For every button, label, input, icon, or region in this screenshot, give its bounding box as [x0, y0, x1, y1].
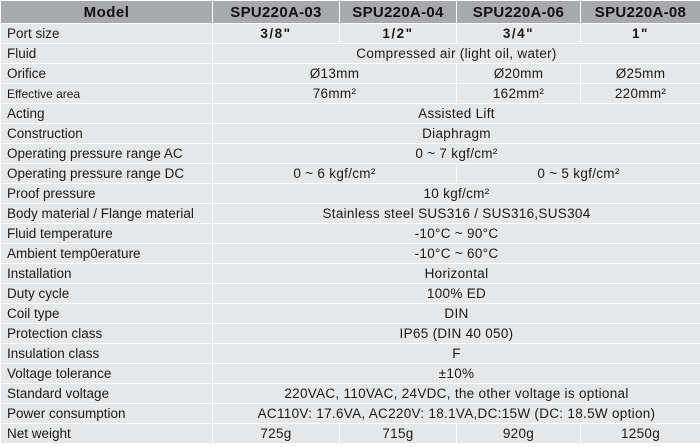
voltage-tolerance-value: ±10% — [213, 364, 700, 384]
row-coil-type — [1, 304, 700, 324]
proof-pressure-value: 10 kgf/cm² — [213, 184, 700, 204]
row-pressure-ac — [1, 144, 700, 164]
row-label: Installation — [1, 264, 213, 284]
row-protection-class — [1, 324, 700, 344]
model-column-header: SPU220A-03 — [213, 1, 340, 24]
coil-type-value: DIN — [213, 304, 700, 324]
fluid-value: Compressed air (light oil, water) — [213, 44, 700, 64]
row-net-weight — [1, 424, 700, 444]
orifice-value: Ø20mm — [457, 64, 581, 84]
row-label: Power consumption — [1, 404, 213, 424]
row-label: Duty cycle — [1, 284, 213, 304]
row-label: Port size — [1, 24, 213, 44]
installation-value: Horizontal — [213, 264, 700, 284]
row-label: Operating pressure range DC — [1, 164, 213, 184]
port-size-value: 3/4" — [457, 24, 581, 44]
row-effective-area — [1, 84, 700, 104]
model-header: Model — [1, 1, 213, 24]
row-proof-pressure — [1, 184, 700, 204]
standard-voltage-value: 220VAC, 110VAC, 24VDC, the other voltage is optional — [213, 384, 700, 404]
acting-value: Assisted Lift — [213, 104, 700, 124]
row-port-size — [1, 24, 700, 44]
pressure-dc-value: 0 ~ 6 kgf/cm² — [213, 164, 457, 184]
row-label: Protection class — [1, 324, 213, 344]
net-weight-value: 715g — [340, 424, 457, 444]
row-orifice — [1, 64, 700, 84]
row-ambient-temperature — [1, 244, 700, 264]
model-column-header: SPU220A-04 — [340, 1, 457, 24]
row-pressure-dc — [1, 164, 700, 184]
row-label: Orifice — [1, 64, 213, 84]
row-label: Ambient temp0erature — [1, 244, 213, 264]
effective-area-value: 220mm² — [581, 84, 700, 104]
row-voltage-tolerance — [1, 364, 700, 384]
orifice-value: Ø13mm — [213, 64, 457, 84]
row-label: Body material / Flange material — [1, 204, 213, 224]
row-duty-cycle — [1, 284, 700, 304]
row-label: Fluid — [1, 44, 213, 64]
ambient-temperature-value: -10°C ~ 60°C — [213, 244, 700, 264]
fluid-temperature-value: -10°C ~ 90°C — [213, 224, 700, 244]
protection-class-value: IP65 (DIN 40 050) — [213, 324, 700, 344]
row-insulation-class — [1, 344, 700, 364]
pressure-dc-value: 0 ~ 5 kgf/cm² — [457, 164, 700, 184]
row-power-consumption — [1, 404, 700, 424]
row-construction — [1, 124, 700, 144]
pressure-ac-value: 0 ~ 7 kgf/cm² — [213, 144, 700, 164]
row-label: Construction — [1, 124, 213, 144]
port-size-value: 3/8" — [213, 24, 340, 44]
model-column-header: SPU220A-06 — [457, 1, 581, 24]
row-label: Operating pressure range AC — [1, 144, 213, 164]
row-standard-voltage — [1, 384, 700, 404]
row-label: Net weight — [1, 424, 213, 444]
net-weight-value: 920g — [457, 424, 581, 444]
model-column-header: SPU220A-08 — [581, 1, 700, 24]
row-label: Fluid temperature — [1, 224, 213, 244]
row-fluid-temperature — [1, 224, 700, 244]
row-installation — [1, 264, 700, 284]
orifice-value: Ø25mm — [581, 64, 700, 84]
effective-area-value: 162mm² — [457, 84, 581, 104]
row-label: Insulation class — [1, 344, 213, 364]
net-weight-value: 725g — [213, 424, 340, 444]
insulation-class-value: F — [213, 344, 700, 364]
port-size-value: 1/2" — [340, 24, 457, 44]
power-consumption-value: AC110V: 17.6VA, AC220V: 18.1VA,DC:15W (DC: 18.5W option) — [213, 404, 700, 424]
effective-area-value: 76mm² — [213, 84, 457, 104]
row-label: Coil type — [1, 304, 213, 324]
row-label: Standard voltage — [1, 384, 213, 404]
row-acting — [1, 104, 700, 124]
row-label: Acting — [1, 104, 213, 124]
net-weight-value: 1250g — [581, 424, 700, 444]
port-size-value: 1" — [581, 24, 700, 44]
row-body-material — [1, 204, 700, 224]
row-fluid — [1, 44, 700, 64]
duty-cycle-value: 100% ED — [213, 284, 700, 304]
header-row — [1, 1, 700, 24]
construction-value: Diaphragm — [213, 124, 700, 144]
body-material-value: Stainless steel SUS316 / SUS316,SUS304 — [213, 204, 700, 224]
row-label: Effective area — [1, 84, 213, 104]
row-label: Voltage tolerance — [1, 364, 213, 384]
row-label: Proof pressure — [1, 184, 213, 204]
